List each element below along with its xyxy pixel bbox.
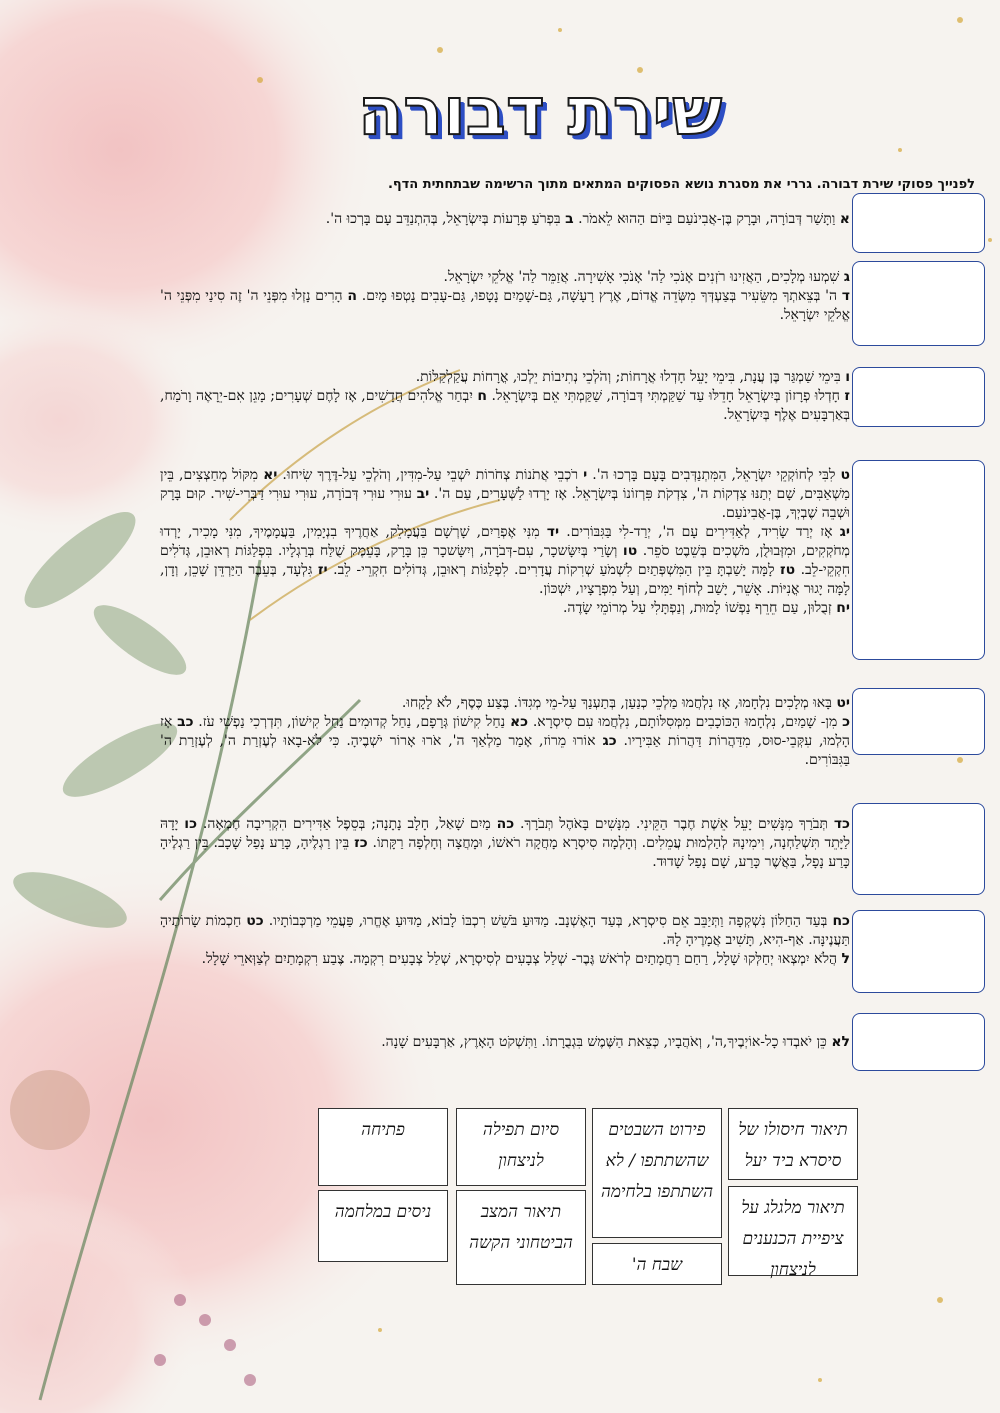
- instructions: לפנייך פסוקי שירת דבורה. גררי את מסגרת נושא הפסוקים המתאים מתוך הרשימה שבתחתית הדף.: [387, 177, 975, 192]
- verse-text: ה' בְּצֵאתְךָ מִשֵּׂעִיר בְּצַעְדְּךָ מִשְּׂדֵה אֱדוֹם, אֶרֶץ רָעָשָׁה, גַּם-שָׁמַיִם נָטָפוּ, גַּם-עָבִים נָטְפוּ מָיִם.: [356, 288, 842, 304]
- verse-text: אָז הָלְמוּ, עִקְּבֵי-סוּס, מִדַּהֲרוֹת דַּהֲרוֹת אַבִּירָיו.: [160, 714, 850, 749]
- verse-number: ב: [565, 211, 574, 227]
- verse-block-1: [160, 210, 850, 229]
- verse-line: [160, 713, 850, 770]
- verse-number: יג: [839, 524, 850, 540]
- verse-text: בִּפְרֹעַ פְּרָעוֹת בְּיִשְׂרָאֵל, בְּהִתְנַדֵּב עָם בָּרְכוּ ה'.: [325, 211, 566, 227]
- verse-block-3: [160, 368, 850, 425]
- verse-text: זְבֻלוּן, עַם חֵרֵף נַפְשׁוֹ לָמוּת, וְנַפְתָּלִי עַל מְרוֹמֵי שָׂדֶה.: [562, 600, 837, 616]
- drop-zone-8[interactable]: [852, 1013, 985, 1071]
- verse-number: כג: [602, 733, 617, 749]
- verse-line: [160, 599, 850, 618]
- verse-number: לא: [831, 1034, 850, 1050]
- drop-zone-7[interactable]: [852, 910, 985, 993]
- verse-text: מַיִם שָׁאַל, חָלָב נָתָנָה; בְּסֵפֶל אַדִּירִים הִקְרִיבָה חֶמְאָה.: [197, 816, 497, 832]
- verse-block-8: [160, 1033, 850, 1052]
- verse-number: ל: [841, 951, 850, 967]
- verse-number: יט: [836, 695, 850, 711]
- verse-text: נַחַל קִישׁוֹן גְּרָפָם, נַחַל קְדוּמִים נַחַל קִישׁוֹן, תִּדְרְכִי נַפְשִׁי עֹז.: [193, 714, 510, 730]
- verse-line: [160, 268, 850, 287]
- topic-card-2[interactable]: פירוט השבטים שהשתתפו / לא השתתפו בלחימה: [592, 1108, 722, 1238]
- verse-number: ט: [840, 467, 850, 483]
- verse-line: [160, 387, 850, 425]
- verse-line: [160, 210, 850, 229]
- verse-number: כו: [184, 816, 198, 832]
- verse-line: [160, 815, 850, 872]
- topic-card-5[interactable]: תיאור מלגלג על ציפיית הכנענים לניצחון: [728, 1186, 858, 1276]
- topic-card-7[interactable]: תיאור המצב הביטחוני הקשה: [456, 1190, 586, 1285]
- verse-text: וְשָׂרַי בְּיִשָּׂשכָר, עִם-דְּבֹרָה, וְיִשָּׂשכָר כֵּן בָּרָק, בָּעֵמֶק שֻׁלַּח בְּרַגְלָיו. בִּפְלַגּוֹת רְאוּבֵן, גְּדֹלִים חִקְקֵי-לֵב.: [160, 543, 850, 578]
- verse-number: כ: [842, 714, 850, 730]
- verse-number: ה: [347, 288, 357, 304]
- drop-zone-5[interactable]: [852, 688, 985, 755]
- verse-text: לִבִּי לְחוֹקְקֵי יִשְׂרָאֵל, הַמִּתְנַדְּבִים בָּעָם בָּרְכוּ ה'.: [587, 467, 841, 483]
- verse-number: כד: [833, 816, 850, 832]
- verse-text: מִנִּי אֶפְרַיִם, שָׁרְשָׁם בַּעֲמָלֵק, אַחֲרֶיךָ בִנְיָמִין, בַּעֲמָמֶיךָ, מִנִּי מָכִיר, יָרְדוּ מְחֹקְקִים, וּמִזְּבוּלֻן, מֹשְׁכִים בְּשֵׁבֶט סֹפֵר.: [160, 524, 850, 559]
- verse-number: כא: [509, 714, 529, 730]
- verse-text: הֲלֹא יִמְצְאוּ יְחַלְּקוּ שָׁלָל, רַחַם רַחֲמָתַיִם לְרֹאשׁ גֶּבֶר- שְׁלַל צְבָעִים לְסִיסְרָא, שְׁלַל צְבָעִים רִקְמָה. צֶבַע רִקְמָתַיִם לְצַוְּארֵי שָׁלָל.: [201, 951, 842, 967]
- verse-number: יב: [416, 486, 430, 502]
- verse-number: י: [583, 467, 588, 483]
- verse-line: [160, 523, 850, 599]
- verse-text: רֹכְבֵי אֲתֹנוֹת צְחֹרוֹת יֹשְׁבֵי עַל-מִדִּין, וְהֹלְכֵי עַל-דֶּרֶךְ שִׂיחוּ.: [277, 467, 584, 483]
- verse-text: חַכְמוֹת שָׂרוֹתֶיהָ תַּעֲנֶינָּה. אַף-הִיא, תָּשִׁיב אֲמָרֶיהָ לָהּ.: [160, 913, 850, 948]
- topic-card-3[interactable]: סיום תפילה לניצחון: [456, 1108, 586, 1186]
- verse-line: [160, 912, 850, 950]
- verse-text: בֵּין רַגְלֶיהָ, כָּרַע נָפַל שָׁכָב. בֵּין רַגְלֶיהָ כָּרַע נָפָל, בַּאֲשֶׁר כָּרַע, שָׁם נָפַל שָׁדוּד.: [160, 835, 850, 870]
- topic-card-6[interactable]: שבח ה': [592, 1243, 722, 1285]
- verse-number: כח: [832, 913, 850, 929]
- verse-number: ז: [844, 388, 850, 404]
- verse-number: ג: [843, 269, 850, 285]
- verse-text: וַתָּשַׁר דְּבוֹרָה, וּבָרָק בֶּן-אֲבִינֹעַם בַּיּוֹם הַהוּא לֵאמֹר.: [573, 211, 840, 227]
- verse-text: גִּלְעָד, בְּעֵבֶר הַיַּרְדֵּן שָׁכֵן, וְדָן, לָמָּה יָגוּר אֳנִיּוֹת. אָשֵׁר, יָשַׁב לְחוֹף יַמִּים, וְעַל מִפְרָצָיו, יִשְׁכּוֹן.: [160, 562, 850, 597]
- verse-number: טז: [779, 562, 796, 578]
- verse-line: [160, 1033, 850, 1052]
- drop-zone-1[interactable]: [852, 193, 985, 253]
- verse-text: הָרִים נָזְלוּ מִפְּנֵי ה' זֶה סִינַי מִפְּנֵי ה' אֱלֹקֵי יִשְׂרָאֵל.: [160, 288, 850, 323]
- verse-text: עוּרִי עוּרִי דְּבוֹרָה, עוּרִי עוּרִי דַּבְּרִי-שִׁיר. קוּם בָּרָק וּשְׁבֵה שֶׁבְיְךָ, בֶּן-אֲבִינֹעַם.: [160, 486, 850, 521]
- drop-zone-4[interactable]: [852, 460, 985, 660]
- verse-text: בְּעַד הַחַלּוֹן נִשְׁקְפָה וַתְּיַבֵּב אֵם סִיסְרָא, בְּעַד הָאֶשְׁנָב. מַדּוּעַ בֹּשֵׁשׁ רִכְבּוֹ לָבוֹא, מַדּוּעַ אֶחֱרוּ, פַּעֲמֵי מַרְכְּבוֹתָיו.: [263, 913, 833, 929]
- verse-number: ח: [477, 388, 488, 404]
- verse-number: ד: [841, 288, 850, 304]
- drop-zone-6[interactable]: [852, 803, 985, 895]
- verse-text: שִׁמְעוּ מְלָכִים, הַאֲזִינוּ רֹזְנִים אָנֹכִי לַה' אָנֹכִי אָשִׁירָה. אֲזַמֵּר לַה' אֱלֹקֵי יִשְׂרָאֵל.: [443, 269, 844, 285]
- verse-number: כה: [496, 816, 515, 832]
- verse-number: ו: [845, 369, 850, 385]
- verse-block-7: [160, 912, 850, 969]
- verse-number: כב: [177, 714, 194, 730]
- drop-zone-3[interactable]: [852, 367, 985, 427]
- verse-number: א: [839, 211, 850, 227]
- verse-line: [160, 694, 850, 713]
- verse-line: [160, 368, 850, 387]
- verse-text: אוֹרוּ מֵרוֹז, אָמַר מַלְאַךְ ה', אֹרוּ אָרוֹר יֹשְׁבֶיהָ. כִּי לֹא-בָאוּ לְעֶזְרַת ה', לְעֶזְרַת ה' בַּגִּבּוֹרִים.: [160, 733, 850, 768]
- drop-zone-2[interactable]: [852, 261, 985, 346]
- verse-text: בָּאוּ מְלָכִים נִלְחָמוּ, אָז נִלְחֲמוּ מַלְכֵי כְנַעַן, בְּתַעְנַךְ עַל-מֵי מְגִדּוֹ. בֶּצַע כֶּסֶף, לֹא לָקָחוּ.: [401, 695, 837, 711]
- verse-number: יא: [263, 467, 278, 483]
- verse-text: חָדְלוּ פְרָזוֹן בְּיִשְׂרָאֵל חָדֵלּוּ עַד שַׁקַּמְתִּי דְּבוֹרָה, שַׁקַּמְתִּי אֵם בְּיִשְׂרָאֵל.: [487, 388, 845, 404]
- verse-text: בִּימֵי שַׁמְגַּר בֶּן עֲנָת, בִּימֵי יָעֵל חָדְלוּ אֳרָחוֹת; וְהֹלְכֵי נְתִיבוֹת יֵלְכוּ, אֳרָחוֹת עֲקַלְקַלּוֹת.: [415, 369, 846, 385]
- verse-number: יח: [836, 600, 850, 616]
- verse-number: כט: [246, 913, 264, 929]
- verse-number: כז: [354, 835, 368, 851]
- topic-card-8[interactable]: ניסים במלחמה: [318, 1190, 448, 1262]
- verse-text: יִבְחַר אֱלֹהִים חֲדָשִׁים, אָז לָחֶם שְׁעָרִים; מָגֵן אִם-יֵרָאֶה וָרֹמַח, בְּאַרְבָּעִים אֶלֶף בְּיִשְׂרָאֵל.: [160, 388, 850, 423]
- verse-number: טו: [622, 543, 638, 559]
- verse-block-6: [160, 815, 850, 872]
- verse-block-2: [160, 268, 850, 325]
- verse-line: [160, 950, 850, 969]
- verse-line: [160, 287, 850, 325]
- verse-text: לָמָּה יָשַׁבְתָּ בֵּין הַמִּשְׁפְּתַיִם לִשְׁמֹעַ שְׁרִקוֹת עֲדָרִים. לִפְלַגּוֹת רְאוּבֵן, גְּדוֹלִים חִקְרֵי- לֵב.: [327, 562, 780, 578]
- verse-text: אָז יְרַד שָׂרִיד, לְאַדִּירִים עָם ה', יְרַד-לִי בַּגִּבּוֹרִים.: [559, 524, 840, 540]
- verse-text: מִקּוֹל מְחַצְצִים, בֵּין מַשְׁאַבִּים, שָׁם יְתַנּוּ צִדְקוֹת ה', צִדְקֹת פִּרְזוֹנוֹ בְּיִשְׂרָאֵל. אָז יָרְדוּ לַשְּׁעָרִים, עַם ה'.: [160, 467, 850, 502]
- verse-block-5: [160, 694, 850, 770]
- topic-card-4[interactable]: פתיחה: [318, 1108, 448, 1186]
- page-title: שירת דבורה: [357, 73, 723, 150]
- verse-text: כֵּן יֹאבְדוּ כָל-אוֹיְבֶיךָ,ה', וְאֹהֲבָיו, כְּצֵאת הַשֶּׁמֶשׁ בִּגְבֻרָתוֹ. וַתִּשְׁקֹט הָאָרֶץ, אַרְבָּעִים שָׁנָה.: [381, 1034, 832, 1050]
- verse-number: יז: [317, 562, 328, 578]
- verse-text: מִן- שָׁמַיִם, נִלְחָמוּ הַכּוֹכָבִים מִמְּסִלּוֹתָם, נִלְחֲמוּ עִם סִיסְרָא.: [528, 714, 843, 730]
- verse-text: יָדָהּ לַיָּתֵד תִּשְׁלַחְנָה, וִימִינָהּ לְהַלְמוּת עֲמֵלִים. וְהָלְמָה סִיסְרָא מָחֲקָה רֹאשׁוֹ, וּמָחֲצָה וְחָלְפָה רַקָּתוֹ.: [160, 816, 850, 851]
- verse-line: [160, 466, 850, 523]
- verse-block-4: [160, 466, 850, 618]
- topic-card-1[interactable]: תיאור חיסולו של סיסרא ביד יעל: [728, 1108, 858, 1180]
- verse-number: יד: [546, 524, 560, 540]
- verse-text: תְּבֹרַךְ מִנָּשִׁים יָעֵל אֵשֶׁת חֶבֶר הַקֵּינִי. מִנָּשִׁים בָּאֹהֶל תְּבֹרָךְ.: [514, 816, 834, 832]
